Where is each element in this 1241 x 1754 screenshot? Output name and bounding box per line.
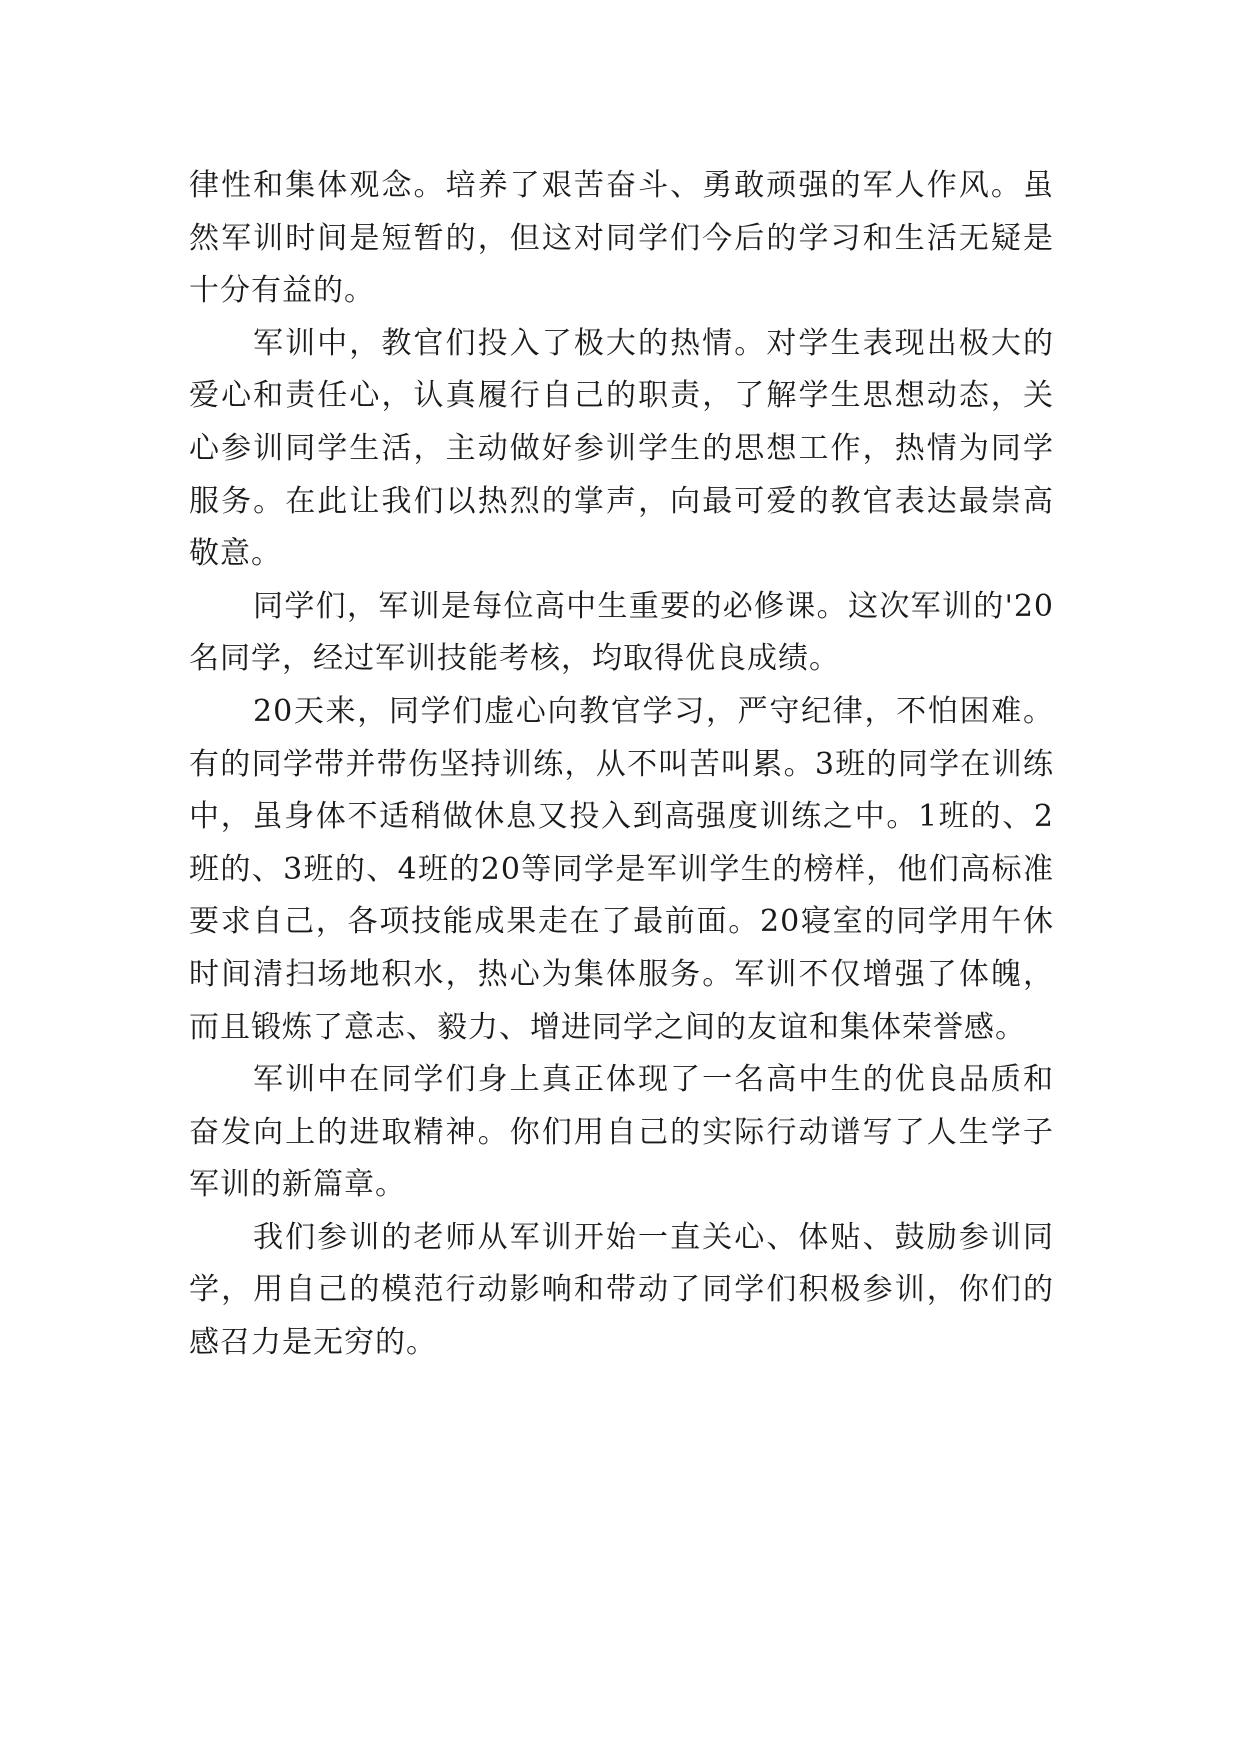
paragraph-instructors: 军训中，教官们投入了极大的热情。对学生表现出极大的爱心和责任心，认真履行自己的职责，了解学生思想动态，关心参训同学生活，主动做好参训学生的思想工作，热情为同学服务。在此让我们以热烈的掌声，向最可爱的教官表达最崇高敬意。: [189, 325, 1054, 572]
paragraph-results: 同学们，军训是每位高中生重要的必修课。这次军训的'20名同学，经过军训技能考核，均取得优良成绩。: [189, 588, 1054, 677]
paragraph-students: 20天来，同学们虚心向教官学习，严守纪律，不怕困难。有的同学带并带伤坚持训练，从不叫苦叫累。3班的同学在训练中，虽身体不适稍做休息又投入到高强度训练之中。1班的、2班的、3班的、4班的20等同学是军训学生的榜样，他们高标准要求自己，各项技能成果走在了最前面。20寝室的同学用午休时间清扫场地积水，热心为集体服务。军训不仅增强了体魄，而且锻炼了意志、毅力、增进同学之间的友谊和集体荣誉感。: [189, 693, 1054, 1045]
paragraph-teachers: 我们参训的老师从军训开始一直关心、体贴、鼓励参训同学，用自己的模范行动影响和带动了同学们积极参训，你们的感召力是无穷的。: [189, 1219, 1054, 1361]
document-body: [189, 160, 1054, 1370]
paragraph-spirit: 军训中在同学们身上真正体现了一名高中生的优良品质和奋发向上的进取精神。你们用自己的实际行动谱写了人生学子军训的新篇章。: [189, 1062, 1054, 1203]
paragraph-continuation: 律性和集体观念。培养了艰苦奋斗、勇敢顽强的军人作风。虽然军训时间是短暂的，但这对同学们今后的学习和生活无疑是十分有益的。: [189, 168, 1054, 309]
